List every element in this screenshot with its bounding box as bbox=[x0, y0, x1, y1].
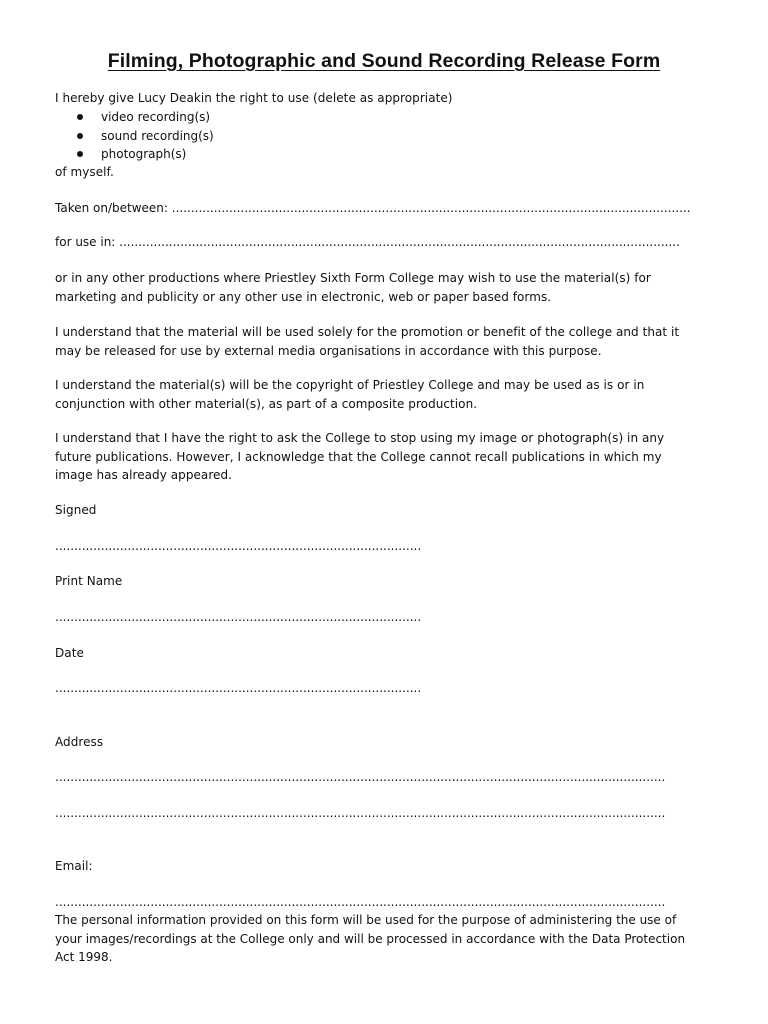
date-dotted-line[interactable]: ................................................................................................ bbox=[55, 681, 422, 695]
paragraph-line: marketing and publicity or any other use in electronic, web or paper based forms. bbox=[55, 289, 552, 304]
paragraph-line: future publications. However, I acknowledge that the College cannot recall publications in which my bbox=[55, 449, 662, 464]
print-name-label: Print Name bbox=[55, 574, 123, 588]
date-label: Date bbox=[55, 646, 84, 660]
signed-dotted-line[interactable]: ................................................................................................ bbox=[55, 539, 422, 553]
email-label: Email: bbox=[55, 859, 93, 873]
signed-label: Signed bbox=[55, 503, 97, 517]
paragraph-promotion bbox=[55, 323, 717, 360]
bullet-icon bbox=[77, 133, 83, 139]
print-name-dotted-line[interactable]: ................................................................................................ bbox=[55, 610, 422, 624]
paragraph-line: conjunction with other material(s), as part of a composite production. bbox=[55, 396, 478, 411]
for-use-in-label: for use in: bbox=[55, 235, 120, 249]
form-title: Filming, Photographic and Sound Recording Release Form bbox=[107, 50, 661, 72]
taken-on-dotted-line[interactable]: ........................................................................................................................................ bbox=[171, 201, 691, 215]
bullet-icon bbox=[77, 151, 83, 157]
data-protection-notice bbox=[55, 911, 717, 967]
notice-line: The personal information provided on this form will be used for the purpose of administering the use of bbox=[55, 913, 677, 927]
paragraph-right-to-stop bbox=[55, 429, 717, 485]
address-dotted-line-2[interactable]: ................................................................................................................................................................ bbox=[55, 806, 666, 820]
paragraph-line: I understand the material(s) will be the copyright of Priestley College and may be used as is or in bbox=[55, 378, 645, 392]
paragraph-line: or in any other productions where Priestley Sixth Form College may wish to use the material(s) for bbox=[55, 271, 651, 285]
paragraph-line: I understand that I have the right to ask the College to stop using my image or photograph(s) in any bbox=[55, 431, 665, 445]
intro-text: I hereby give Lucy Deakin the right to use (delete as appropriate) bbox=[55, 91, 453, 105]
for-use-in-field[interactable] bbox=[55, 233, 713, 252]
address-dotted-line-1[interactable]: ................................................................................................................................................................ bbox=[55, 770, 666, 784]
of-myself-text: of myself. bbox=[55, 165, 114, 179]
address-label: Address bbox=[55, 735, 104, 749]
option-label: photograph(s) bbox=[101, 147, 187, 161]
taken-on-label: Taken on/between: bbox=[55, 201, 172, 215]
paragraph-line: may be released for use by external media organisations in accordance with this purpose. bbox=[55, 343, 602, 358]
option-label: video recording(s) bbox=[101, 110, 211, 124]
notice-line: Act 1998. bbox=[55, 950, 113, 964]
option-label: sound recording(s) bbox=[101, 128, 214, 143]
paragraph-copyright bbox=[55, 376, 717, 413]
paragraph-line: image has already appeared. bbox=[55, 468, 233, 482]
taken-on-field[interactable] bbox=[55, 199, 713, 218]
release-form-page bbox=[55, 0, 713, 1024]
email-dotted-line[interactable]: ................................................................................................................................................................ bbox=[55, 895, 666, 909]
notice-line: your images/recordings at the College only and will be processed in accordance with the Data Protection bbox=[55, 931, 686, 946]
paragraph-line: I understand that the material will be used solely for the promotion or benefit of the college and that it bbox=[55, 325, 680, 339]
paragraph-other-productions bbox=[55, 269, 717, 306]
for-use-in-dotted-line[interactable]: ................................................................................................................................................... bbox=[119, 235, 680, 249]
bullet-icon bbox=[77, 114, 83, 120]
